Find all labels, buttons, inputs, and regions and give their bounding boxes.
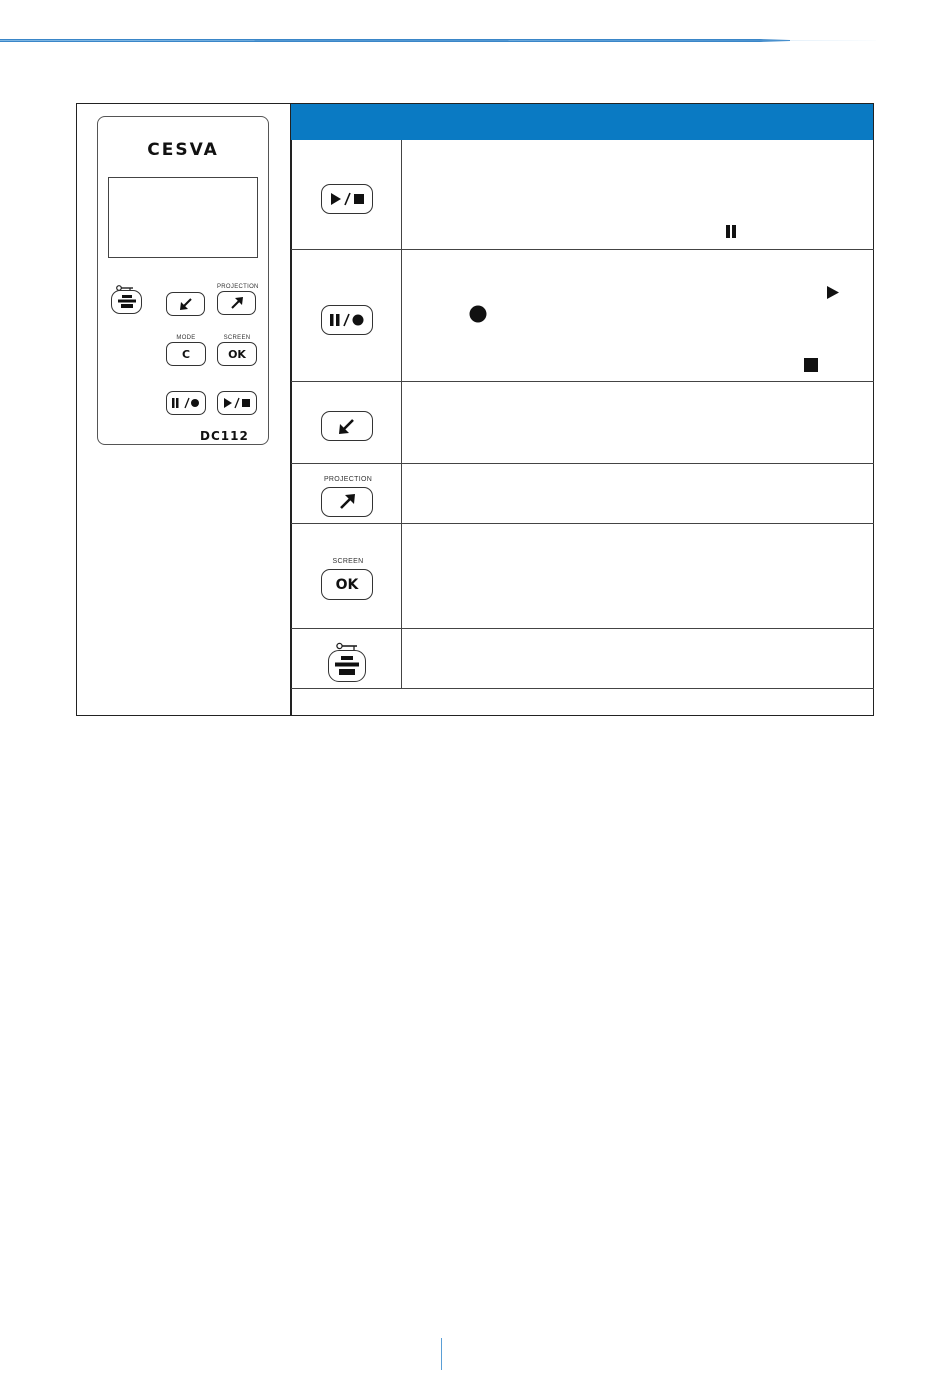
pause-icon	[725, 225, 737, 243]
device-ok-button[interactable]: OK	[217, 342, 257, 366]
row-divider	[291, 523, 874, 524]
table-screen-ok-key: OK	[321, 569, 373, 600]
pause-record-icon	[171, 397, 201, 409]
table-arrow-down-key	[321, 411, 373, 441]
device-projection-button[interactable]	[217, 291, 256, 315]
top-decorative-line	[0, 36, 950, 44]
pause-record-key-icon	[328, 312, 366, 328]
play-stop-key-icon	[328, 191, 366, 207]
table-projection-key	[321, 487, 373, 517]
page-footer-marker	[441, 1338, 442, 1370]
keypad-lock-icon	[117, 295, 137, 309]
row-divider	[291, 688, 874, 689]
icon-column-divider	[401, 140, 402, 689]
device-lock-button[interactable]	[111, 290, 142, 314]
projection-key-caption: PROJECTION	[323, 476, 373, 483]
row-divider	[291, 249, 874, 250]
device-pause-record-button[interactable]	[166, 391, 206, 415]
table-column-divider	[290, 103, 292, 716]
device-brand-logo: CESVA	[147, 140, 219, 160]
projection-key-icon	[338, 493, 356, 511]
row-divider	[291, 628, 874, 629]
screen-key-caption: SCREEN	[332, 558, 364, 565]
projection-caption: PROJECTION	[217, 284, 259, 290]
table-key-lock-key	[328, 650, 366, 682]
arrow-down-left-icon	[179, 297, 193, 311]
play-stop-icon	[222, 397, 252, 409]
table-header-bar	[291, 104, 873, 140]
row-divider	[291, 381, 874, 382]
screen-caption: SCREEN	[223, 335, 251, 341]
table-play-stop-key	[321, 184, 373, 214]
table-pause-record-key	[321, 305, 373, 335]
key-lock-key-icon	[334, 656, 360, 676]
device-display	[108, 177, 258, 258]
device-c-button[interactable]: C	[166, 342, 206, 366]
mode-caption: MODE	[176, 335, 196, 341]
device-model-label: DC112	[200, 429, 249, 443]
device-arrow-down-button[interactable]	[166, 292, 205, 316]
arrow-up-right-icon	[230, 296, 244, 310]
device-play-stop-button[interactable]	[217, 391, 257, 415]
record-icon	[469, 305, 487, 323]
arrow-down-left-key-icon	[338, 417, 356, 435]
stop-icon	[804, 358, 818, 372]
play-icon	[826, 285, 840, 300]
row-divider	[291, 463, 874, 464]
